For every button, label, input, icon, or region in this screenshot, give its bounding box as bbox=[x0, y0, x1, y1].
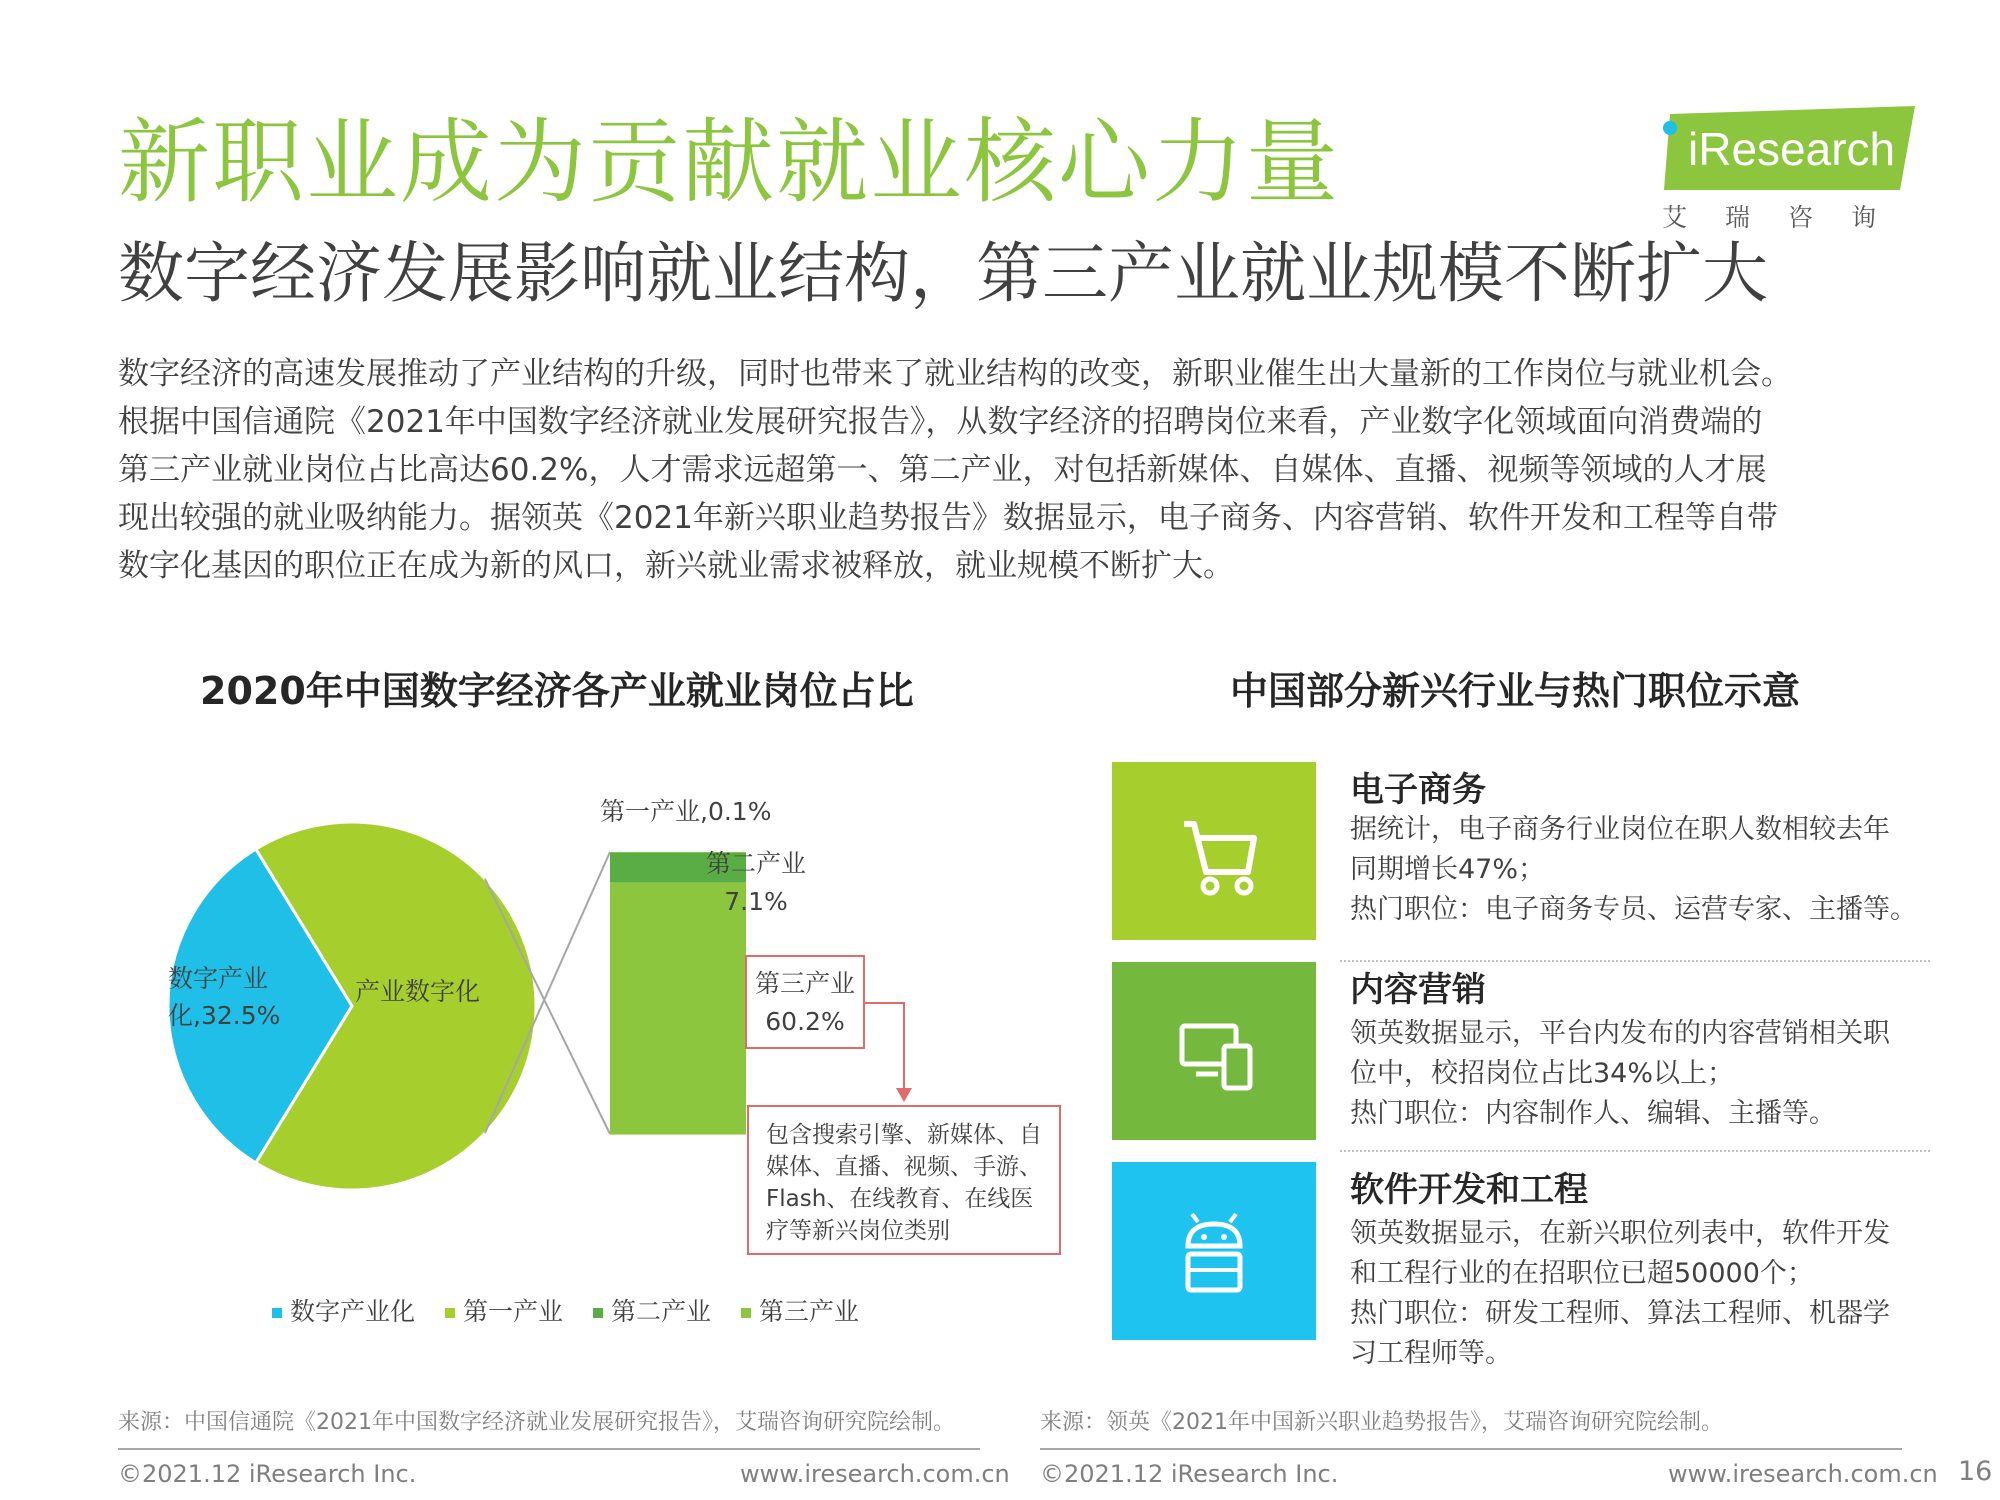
annotation-line: Flash、在线教育、在线医 bbox=[766, 1186, 1034, 1212]
ecommerce-title: 电子商务 bbox=[1350, 770, 1486, 810]
software-card-icon-box bbox=[1112, 1162, 1316, 1340]
card-text-line: 领英数据显示，在新兴职位列表中，软件开发 bbox=[1350, 1218, 1890, 1249]
intro-line: 根据中国信通院《2021年中国数字经济就业发展研究报告》，从数字经济的招聘岗位来看，产业数字化领域面向消费端的 bbox=[118, 404, 1763, 440]
card-text-line: 和工程行业的在招职位已超50000个； bbox=[1350, 1258, 1814, 1289]
footer-url-right: www.iresearch.com.cn bbox=[1668, 1460, 1938, 1488]
annotation-line: 媒体、直播、视频、手游、 bbox=[766, 1154, 1042, 1180]
legend-label: 第三产业 bbox=[758, 1297, 859, 1326]
card-text-line: 习工程师等。 bbox=[1350, 1338, 1512, 1369]
content-marketing-description bbox=[1350, 1014, 1950, 1134]
card-text-line: 热门职位：研发工程师、算法工程师、机器学 bbox=[1350, 1298, 1890, 1329]
card-text-line: 热门职位：电子商务专员、运营专家、主播等。 bbox=[1350, 894, 1917, 925]
logo-subtext: 艾瑞咨询 bbox=[1662, 203, 1915, 232]
footer-url-left: www.iresearch.com.cn bbox=[740, 1460, 1010, 1488]
label-digital-industry-2: 化,32.5% bbox=[168, 1001, 281, 1030]
card-text-line: 领英数据显示，平台内发布的内容营销相关职 bbox=[1350, 1018, 1890, 1049]
jobs-section-title: 中国部分新兴行业与热门职位示意 bbox=[1230, 669, 1801, 713]
footer-copyright-right: ©2021.12 iResearch Inc. bbox=[1040, 1460, 1339, 1488]
intro-paragraph bbox=[118, 350, 1918, 590]
legend-swatch-digital-industry bbox=[272, 1308, 282, 1318]
shopping-cart-icon bbox=[1112, 762, 1316, 940]
chart-section-title: 2020年中国数字经济各产业就业岗位占比 bbox=[200, 669, 914, 713]
label-tertiary-2: 60.2% bbox=[765, 1007, 845, 1036]
content-marketing-title: 内容营销 bbox=[1350, 970, 1486, 1010]
annotation-arrow-head bbox=[896, 1088, 912, 1102]
label-industry-digital: 产业数字化 bbox=[355, 977, 481, 1006]
legend-item bbox=[445, 1292, 563, 1328]
annotation-line: 疗等新兴岗位类别 bbox=[766, 1218, 950, 1244]
intro-line: 第三产业就业岗位占比高达60.2%，人才需求远超第一、第二产业，对包括新媒体、自媒体、直播、视频等领域的人才展 bbox=[118, 452, 1767, 488]
label-primary: 第一产业,0.1% bbox=[600, 797, 772, 826]
ecommerce-card-icon-box bbox=[1112, 762, 1316, 940]
software-title: 软件开发和工程 bbox=[1350, 1170, 1588, 1210]
intro-line: 现出较强的就业吸纳能力。据领英《2021年新兴职业趋势报告》数据显示，电子商务、内容营销、软件开发和工程等自带 bbox=[118, 500, 1778, 536]
legend-label: 第一产业 bbox=[462, 1297, 563, 1326]
legend-swatch-primary bbox=[445, 1308, 455, 1318]
label-digital-industry-1: 数字产业 bbox=[168, 964, 269, 993]
card-text-line: 热门职位：内容制作人、编辑、主播等。 bbox=[1350, 1098, 1836, 1129]
iresearch-logo bbox=[1660, 106, 1920, 232]
page-subtitle: 数字经济发展影响就业结构，第三产业就业规模不断扩大 bbox=[118, 235, 1768, 312]
content-marketing-card-icon-box bbox=[1112, 962, 1316, 1140]
software-description bbox=[1350, 1214, 1950, 1374]
legend-item bbox=[741, 1292, 859, 1328]
card-text-line: 位中，校招岗位占比34%以上； bbox=[1350, 1058, 1735, 1089]
label-secondary-2: 7.1% bbox=[724, 887, 788, 916]
page-title: 新职业成为贡献就业核心力量 bbox=[118, 109, 1341, 216]
page-number: 16 bbox=[1958, 1456, 1993, 1487]
legend-swatch-secondary bbox=[593, 1308, 603, 1318]
devices-icon bbox=[1112, 962, 1316, 1140]
legend-label: 数字产业化 bbox=[290, 1297, 416, 1326]
footer-copyright-left: ©2021.12 iResearch Inc. bbox=[118, 1460, 417, 1488]
footer-divider-right bbox=[1040, 1448, 1902, 1450]
card-divider bbox=[1340, 1150, 1930, 1152]
legend-item bbox=[593, 1292, 711, 1328]
android-icon bbox=[1112, 1162, 1316, 1340]
legend-item bbox=[272, 1292, 415, 1328]
bar-segment-2 bbox=[610, 883, 746, 1135]
card-text-line: 据统计，电子商务行业岗位在职人数相较去年 bbox=[1350, 814, 1890, 845]
left-source-note: 来源：中国信通院《2021年中国数字经济就业发展研究报告》，艾瑞咨询研究院绘制。 bbox=[118, 1410, 955, 1435]
card-text-line: 同期增长47%； bbox=[1350, 854, 1546, 885]
legend-swatch-tertiary bbox=[741, 1308, 751, 1318]
intro-line: 数字化基因的职位正在成为新的风口，新兴就业需求被释放，就业规模不断扩大。 bbox=[118, 548, 1234, 584]
chart-legend bbox=[272, 1292, 881, 1328]
logo-brand-text: iResearch bbox=[1688, 123, 1896, 175]
footer-divider-left bbox=[118, 1448, 980, 1450]
label-secondary-1: 第二产业 bbox=[705, 849, 807, 878]
legend-label: 第二产业 bbox=[610, 1297, 711, 1326]
annotation-line: 包含搜索引擎、新媒体、自 bbox=[766, 1122, 1042, 1148]
ecommerce-description bbox=[1350, 810, 1950, 930]
intro-line: 数字经济的高速发展推动了产业结构的升级，同时也带来了就业结构的改变，新职业催生出大量新的工作岗位与就业机会。 bbox=[118, 356, 1792, 392]
annotation-arrow-line bbox=[864, 1003, 904, 1090]
right-source-note: 来源：领英《2021年中国新兴职业趋势报告》，艾瑞咨询研究院绘制。 bbox=[1040, 1410, 1723, 1435]
employment-share-chart bbox=[120, 760, 1100, 1320]
label-tertiary-1: 第三产业 bbox=[754, 969, 856, 998]
